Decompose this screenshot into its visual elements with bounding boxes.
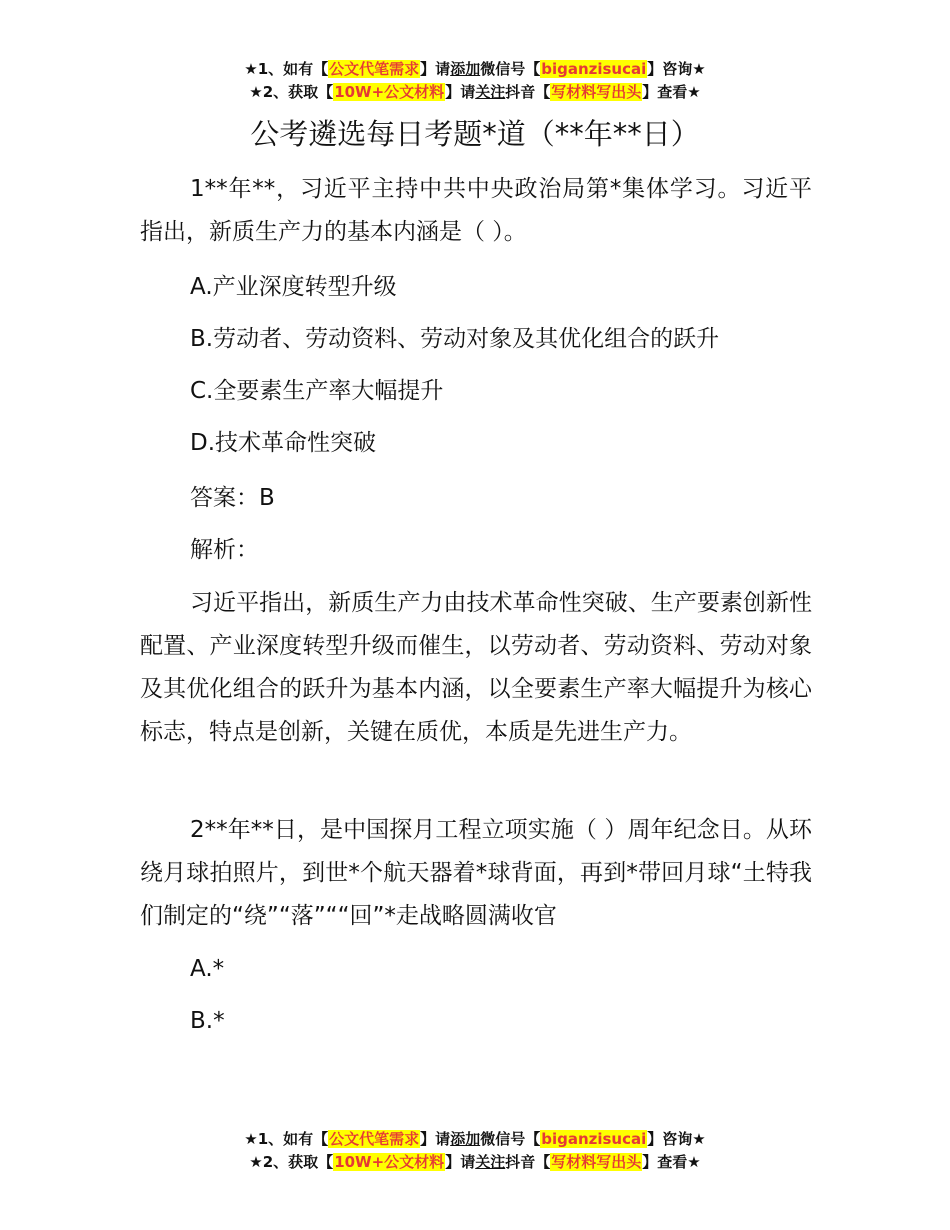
wechat-id-highlight: biganzisucai xyxy=(541,1130,647,1148)
ghostwriting-highlight: 公文代笔需求 xyxy=(329,60,420,78)
star-icon: ★ xyxy=(249,83,263,101)
footer-line-1: ★1、如有【公文代笔需求】请添加微信号【biganzisucai】咨询★ xyxy=(244,1130,706,1148)
q1-option-b: B.劳动者、劳动资料、劳动对象及其优化组合的跃升 xyxy=(190,326,720,352)
materials-highlight: 10W+公文材料 xyxy=(334,83,445,101)
header-banner xyxy=(0,58,950,104)
q2-option-a: A.* xyxy=(190,956,225,982)
q1-option-c: C.全要素生产率大幅提升 xyxy=(190,378,444,404)
banner-line-1: ★1、如有【公文代笔需求】请添加微信号【biganzisucai】咨询★ xyxy=(244,60,706,78)
question-1-stem: 1**年**，习近平主持中共中央政治局第*集体学习。习近平指出，新质生产力的基本内涵是（ ）。 xyxy=(140,176,812,245)
footer-banner xyxy=(0,1128,950,1174)
q1-answer: 答案：B xyxy=(190,485,275,511)
star-icon: ★ xyxy=(244,1130,258,1148)
question-2 xyxy=(140,809,812,938)
star-icon: ★ xyxy=(244,60,258,78)
footer-line-2: ★2、获取【10W+公文材料】请关注抖音【写材料写出头】查看★ xyxy=(249,1153,701,1171)
q1-option-d: D.技术革命性突破 xyxy=(190,430,377,456)
star-icon: ★ xyxy=(249,1153,263,1171)
q1-option-a: A.产业深度转型升级 xyxy=(190,274,397,300)
douyin-highlight: 写材料写出头 xyxy=(551,83,642,101)
q2-option-b: B.* xyxy=(190,1008,225,1034)
ghostwriting-highlight: 公文代笔需求 xyxy=(329,1130,420,1148)
question-2-stem: 2**年**日，是中国探月工程立项实施（ ）周年纪念日。从环绕月球拍照片，到世*个航天器着*球背面，再到*带回月球“土特我们制定的“绕”“落”““回”*走战略圆满收官 xyxy=(140,817,812,929)
banner-line-2: ★2、获取【10W+公文材料】请关注抖音【写材料写出头】查看★ xyxy=(249,83,701,101)
q1-analysis xyxy=(140,582,812,754)
douyin-highlight: 写材料写出头 xyxy=(551,1153,642,1171)
q1-analysis-text: 习近平指出，新质生产力由技术革命性突破、生产要素创新性配置、产业深度转型升级而催生，以劳动者、劳动资料、劳动对象及其优化组合的跃升为基本内涵，以全要素生产率大幅提升为核心标志，特点是创新，关键在质优，本质是先进生产力。 xyxy=(140,590,812,745)
q1-analysis-label: 解析： xyxy=(190,537,259,563)
page-title: 公考遴选每日考题*道（**年**日） xyxy=(250,117,700,151)
question-1 xyxy=(140,168,812,254)
wechat-id-highlight: biganzisucai xyxy=(541,60,647,78)
materials-highlight: 10W+公文材料 xyxy=(334,1153,445,1171)
